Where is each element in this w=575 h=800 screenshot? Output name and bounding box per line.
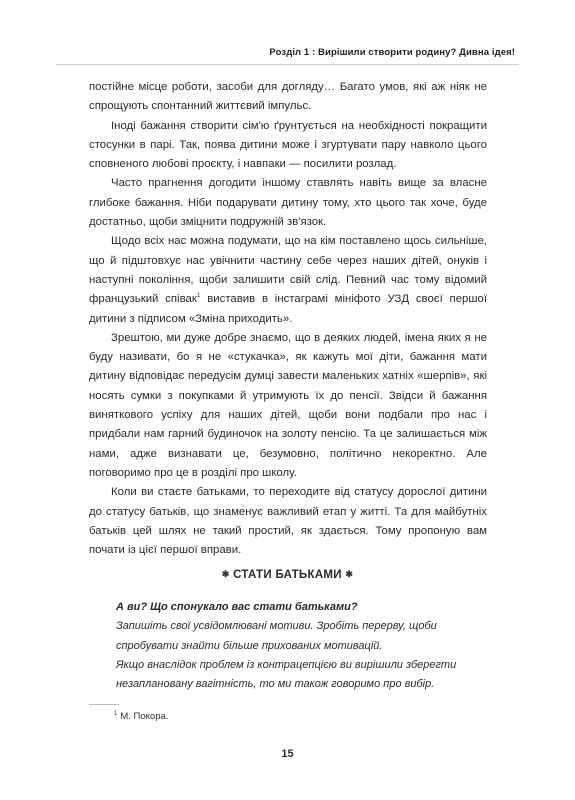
header-rule [56, 64, 519, 65]
footnote [114, 711, 168, 722]
paragraph-4-end: виставив в інстаграмі мініфото УЗД своєї першої дитини з підписом «Зміна приходить». [89, 293, 488, 325]
paragraph-2: Іноді бажання створити сім'ю ґрунтується на необхідності покращити стосунки в парі. Так, поява дитини може і згуртувати пару навколо цього сповненого любові проєкту, і навпаки — посилити розлад. [89, 119, 487, 171]
paragraph-5: Зрештою, ми дуже добре знаємо, що в деяких людей, імена яких я не буду називати, бо я не «стукачка», як кажуть мої діти, бажання мати дитину відповідає передусім думці завести маленьких хатніх «шерпів», які носять сумки з покупками й утримують їх до пенсії. Звідси й бажання виняткового успіху для наших дітей, щоби вони подбали про нас і придбали нам гарний будиночок на золоту пенсію. Та це залишається між нами, адже визнавати це, безумовно, політично некоректно. Але поговоримо про це в розділі про школу. [89, 331, 487, 479]
paragraph-4 [89, 232, 487, 328]
body-text [89, 78, 487, 560]
exercise-question: А ви? Що спонукало вас стати батьками? [116, 601, 358, 613]
footnote-marker: 1 [114, 711, 118, 717]
page-number: 15 [281, 748, 294, 760]
star-icon: ✱ [221, 569, 230, 579]
footnote-text: М. Покора. [120, 711, 169, 722]
paragraph-1: постійне місце роботи, засоби для догляду… Багато умов, які аж ніяк не спрощують спонтанний життєвий імпульс. [89, 81, 487, 113]
paragraph-4-start: Щодо всіх нас можна подумати, що на кім поставлено щось сильніше, що й підштовхує нас увічнити частину себе через наших дітей, онуків і наступні покоління, щоби залишити свій слід. Певний час тому відомий французький співак [89, 235, 487, 306]
section-title-text: СТАТИ БАТЬКАМИ [233, 569, 342, 581]
star-icon: ✱ [345, 569, 354, 579]
paragraph-3: Часто прагнення догодити іншому ставлять навіть вище за власне глибоке бажання. Ніби подарувати дитину тому, хто цього так хоче, буде достатньо, щоби зміцнити подружній зв'язок. [89, 177, 487, 229]
footnote-reference[interactable]: 1 [196, 292, 201, 300]
paragraph-6: Коли ви стаєте батьками, то переходите від статусу дорослої дитини до статусу батьків, що знаменує важливий етап у житті. Та для майбутніх батьків цей шлях не такий простий, як здається. Тому пропоную вам почати із цієї першої вправи. [89, 486, 487, 557]
section-title [0, 569, 575, 581]
footnote-rule [89, 704, 119, 705]
exercise-line-1: Запишіть свої усвідомлювані мотиви. Зробіть перерву, щоби спробувати знайти більше прихованих мотивацій. [116, 620, 437, 652]
running-head: Розділ 1 : Вирішили створити родину? Дивна ідея! [269, 47, 515, 58]
exercise-line-2: Якщо внаслідок проблем із контрацепцією ви вирішили зберегти незаплановану вагітність, то ми також говоримо про вибір. [116, 658, 457, 691]
exercise-box [116, 598, 474, 694]
